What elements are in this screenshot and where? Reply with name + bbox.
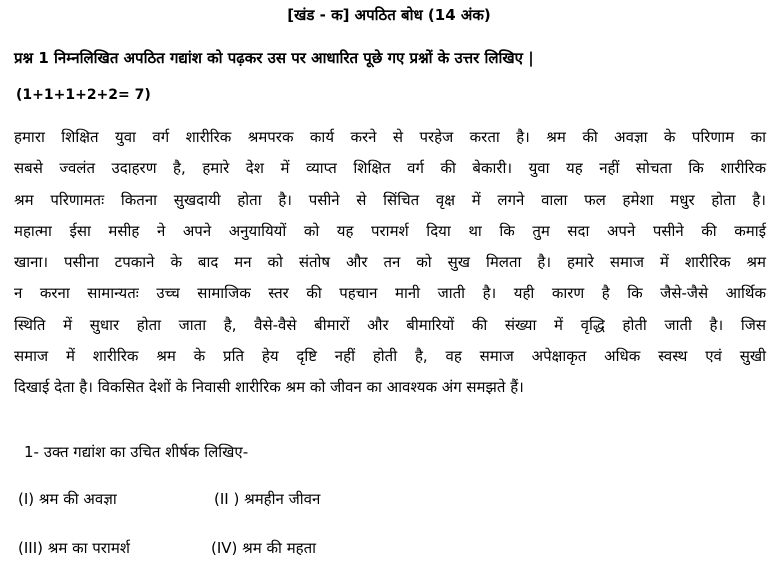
- passage-line: श्रम परिणामतः कितना सुखदायी होता है। पसीने से सिंचित वृक्ष में लगने वाला फल हमेशा मधुर होता है।: [14, 190, 766, 209]
- passage-line: दिखाई देता है। विकसित देशों के निवासी शारीरिक श्रम को जीवन का आवश्यक अंग समझते हैं।: [14, 378, 524, 397]
- passage-line: समाज में शारीरिक श्रम के प्रति हेय दृष्टि नहीं होती है, वह समाज अपेक्षाकृत अधिक स्वस्थ एवं सुखी: [14, 347, 766, 366]
- passage-line: सबसे ज्वलंत उदाहरण है, हमारे देश में व्याप्त शिक्षित वर्ग की बेकारी। युवा यह नहीं सोचता कि शारीरिक: [14, 159, 766, 178]
- option-4: (IV) श्रम की महता: [211, 539, 317, 557]
- section-title: [खंड - क] अपठित बोध (14 अंक): [287, 6, 491, 24]
- unseen-passage: [14, 122, 766, 404]
- passage-line: महात्मा ईसा मसीह ने अपने अनुयायियों को यह परामर्श दिया था कि तुम सदा अपने पसीने की कमाई: [14, 221, 766, 240]
- passage-line: स्थिति में सुधार होता जाता है, वैसे-वैसे बीमारों और बीमारियों की संख्या में वृद्धि होती जाती है। जिस: [14, 315, 766, 334]
- passage-line: हमारा शिक्षित युवा वर्ग शारीरिक श्रमपरक कार्य करने से परहेज करता है। श्रम की अवज्ञा के परिणाम का: [14, 128, 766, 146]
- passage-line: न करना सामान्यतः उच्च सामाजिक स्तर की पहचान मानी जाती है। यही कारण है कि जैसे-जैसे आर्थिक: [14, 284, 766, 303]
- sub-question-1: 1- उक्त गद्यांश का उचित शीर्षक लिखिए-: [24, 443, 249, 461]
- option-2: (II ) श्रमहीन जीवन: [214, 490, 321, 508]
- option-3: (III) श्रम का परामर्श: [18, 539, 130, 557]
- marks-breakdown: (1+1+1+2+2= 7): [16, 87, 151, 103]
- option-1: (I) श्रम की अवज्ञा: [18, 490, 117, 508]
- passage-line: खाना। पसीना टपकाने के बाद मन को संतोष और तन को सुख मिलता है। हमारे समाज में शारीरिक श्रम: [14, 253, 766, 272]
- question-heading: प्रश्न 1 निम्नलिखित अपठित गद्यांश को पढ़कर उस पर आधारित पूछे गए प्रश्नों के उत्तर लिखिए |: [14, 49, 534, 67]
